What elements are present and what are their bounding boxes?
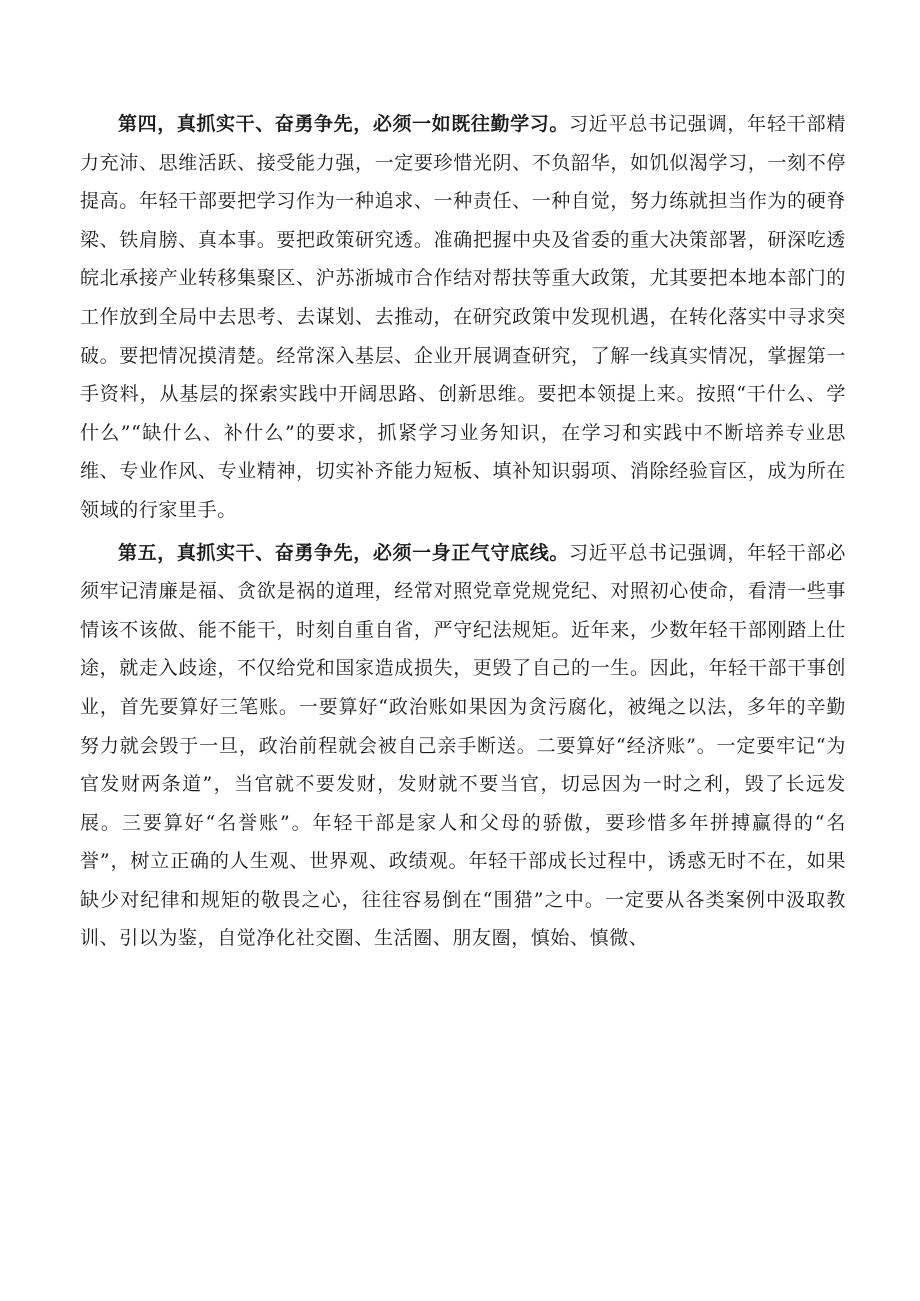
paragraph-body-text: 习近平总书记强调，年轻干部必须牢记清廉是福、贪欲是祸的道理，经常对照党章党规党纪、对照初心使命，看清一些事情该不该做、能不能干，时刻自重自省，严守纪法规矩。近年来，少数年轻干部刚踏上仕途，就走入歧途，不仅给党和国家造成损失，更毁了自己的一生。因此，年轻干部干事创业，首先要算好三笔账。一要算好“政治账如果因为贪污腐化，被绳之以法，多年的辛勤努力就会毁于一旦，政治前程就会被自己亲手断送。二要算好“经济账”。一定要牢记“为官发财两条道”，当官就不要发财，发财就不要当官，切忌因为一时之利，毁了长远发展。三要算好“名誉账”。年轻干部是家人和父母的骄傲，要珍惜多年拼搏赢得的“名誉”，树立正确的人生观、世界观、政绩观。年轻干部成长过程中，诱惑无时不在，如果缺少对纪律和规矩的敬畏之心，往往容易倒在“围猎”之中。一定要从各类案例中汲取教训、引以为鉴，自觉净化社交圈、生活圈、朋友圈，慎始、慎微、 [80,541,847,950]
document-page [80,105,846,958]
paragraph-fifth [80,534,846,959]
paragraph-body-text: 习近平总书记强调，年轻干部精力充沛、思维活跃、接受能力强，一定要珍惜光阴、不负韶华，如饥似渴学习，一刻不停提高。年轻干部要把学习作为一种追求、一种责任、一种自觉，努力练就担当作为的硬脊梁、铁肩膀、真本事。要把政策研究透。准确把握中央及省委的重大决策部署，研深吃透皖北承接产业转移集聚区、沪苏浙城市合作结对帮扶等重大政策，尤其要把本地本部门的工作放到全局中去思考、去谋划、去推动，在研究政策中发现机遇，在转化落实中寻求突破。要把情况摸清楚。经常深入基层、企业开展调查研究，了解一线真实情况，掌握第一手资料，从基层的探索实践中开阔思路、创新思维。要把本领提上来。按照“干什么、学什么”“缺什么、补什么”的要求，抓紧学习业务知识，在学习和实践中不断培养专业思维、专业作风、专业精神，切实补齐能力短板、填补知识弱项、消除经验盲区，成为所在领域的行家里手。 [80,113,847,521]
paragraph-lead-heading: 第四，真抓实干、奋勇争先，必须一如既往勤学习。 [118,113,569,135]
paragraph-fourth [80,105,846,530]
paragraph-lead-heading: 第五，真抓实干、奋勇争先，必须一身正气守底线。 [118,541,569,564]
